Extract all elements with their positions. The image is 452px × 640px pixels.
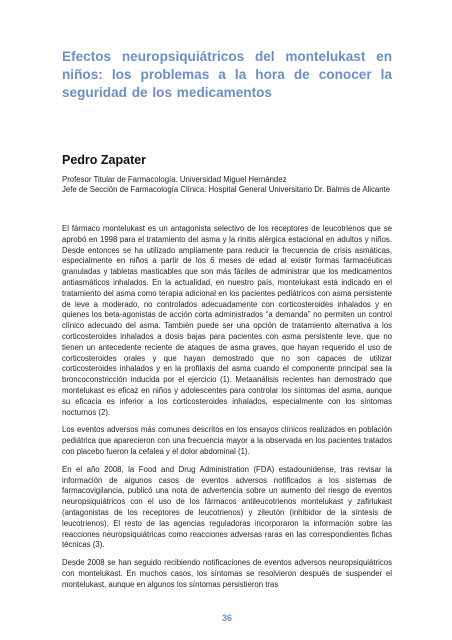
author-name: Pedro Zapater — [62, 153, 147, 167]
page-number: 36 — [221, 613, 232, 623]
body-paragraph: En el año 2008, la Food and Drug Administration (FDA) estadounidense, tras revisar la información de algunos casos de eventos adversos notificados a los sistemas de farmacovigilancia, publicó una nota de advertencia sobre un aumento del riesgo de eventos neuropsiquiátricos con el uso de los fármacos antileucotrienos montelukast y zafirlukast (antagonistas de los receptores de leucotrienos) y zileutón (inhibidor de la síntesis de leucotrienos). El resto de las agencias reguladoras incorporaron la información sobre las reacciones neuropsiquiátricas como reacciones adversas raras en las correspondientes fichas técnicas (3). — [62, 464, 392, 550]
body-paragraph: El fármaco montelukast es un antagonista selectivo de los receptores de leucotrienos que se aprobó en 1998 para el tratamiento del asma y la rinitis alérgica estacional en adultos y niños. Desde entonces se ha utilizado ampliamente para reducir la frecuencia de crisis asmáticas, especialmente en niños a partir de los 6 meses de edad al existir formas farmacéuticas granuladas y tabletas masticables que son más fáciles de administrar que los medicamentos antiasmáticos inhalados. En la actualidad, en nuestro país, montelukast está indicado en el tratamiento del asma como terapia adicional en los pacientes pediátricos con asma persistente de leve a moderado, no controlados adecuadamente con corticosteroides inhalados y en quienes los beta-agonistas de acción corta administrados “a demanda” no permiten un control clínico adecuado del asma. También puede ser una opción de tratamiento alternativa a los corticosteroides inhalados a dosis bajas para pacientes con asma persistente leve, que no tienen un antecedente reciente de ataques de asma graves, que hayan requerido el uso de corticosteroides orales y que hayan demostrado que no son capaces de utilizar corticosteroides inhalados y en la profilaxis del asma cuando el componente principal sea la broncoconstricción inducida por el ejercicio (1). Metaanálisis recientes han demostrado que montelukast es eficaz en niños y adolescentes para controlar los síntomas del asma, aunque su eficacia es inferior a los corticosteroides inhalados, especialmente con los síntomas nocturnos (2). — [62, 224, 392, 417]
affiliation-line: Profesor Titular de Farmacología. Universidad Miguel Hernández — [62, 175, 287, 184]
author-affiliation — [62, 175, 392, 195]
body-paragraph: Desde 2008 se han seguido recibiendo notificaciones de eventos adversos neuropsiquiátricos con montelukast. En muchos casos, los síntomas se resolvieron después de suspender el montelukast, aunque en algunos los síntomas persistieron tras — [62, 558, 392, 589]
article-body — [62, 224, 392, 598]
affiliation-line: Jefe de Sección de Farmacología Clínica. Hospital General Universitario Dr. Balmis de Alicante — [62, 185, 391, 195]
body-paragraph: Los eventos adversos más comunes descritos en los ensayos clínicos realizados en población pediátrica que aparecieron con una frecuencia mayor a la observada en los pacientes tratados con placebo fueron la cefalea y el dolor abdominal (1). — [62, 425, 392, 456]
article-title: Efectos neuropsiquiátricos del montelukast en niños: los problemas a la hora de conocer la seguridad de los medicamentos — [62, 49, 392, 100]
